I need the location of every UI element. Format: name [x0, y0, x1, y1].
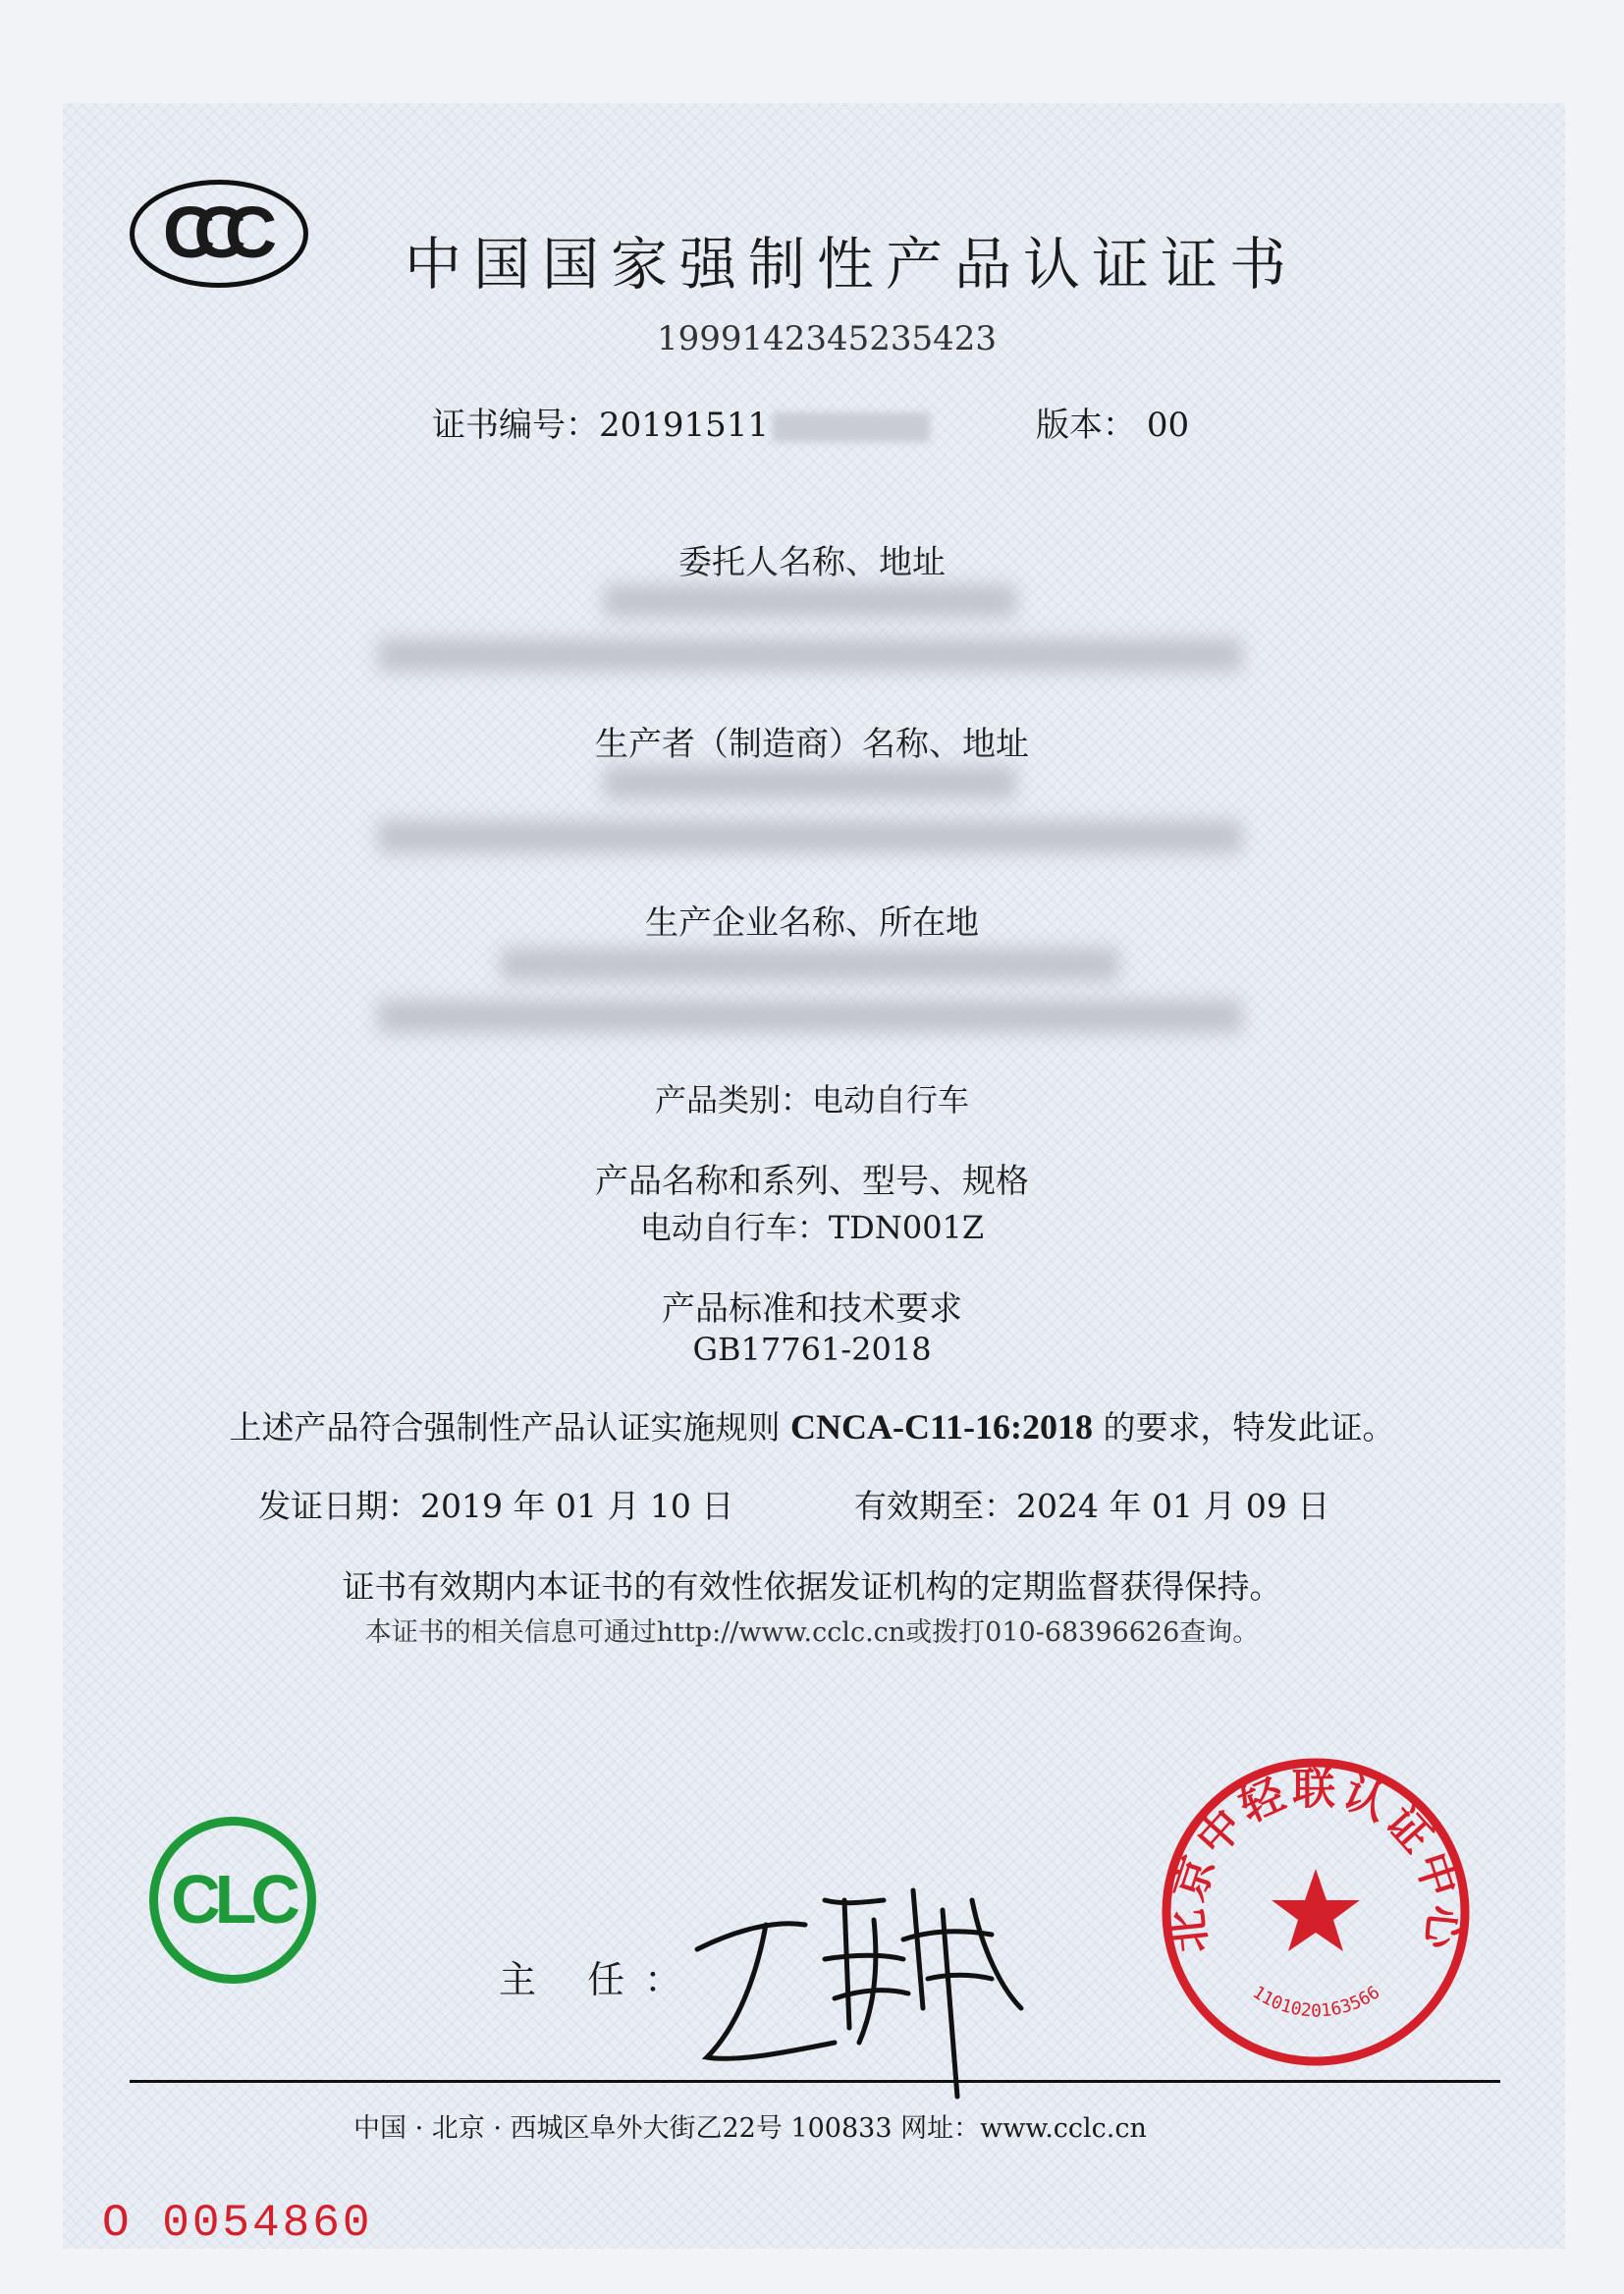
issue-date-value: 2019 年 01 月 10 日: [420, 1487, 734, 1525]
product-heading: 产品名称和系列、型号、规格: [595, 1162, 1029, 1201]
version: [1036, 398, 1189, 446]
issue-date: [258, 1481, 733, 1527]
footer-divider: [130, 2080, 1500, 2083]
footer-address: 中国 · 北京 · 西城区阜外大街乙22号 100833 网址：www.cclc.cn: [353, 2113, 1147, 2144]
paper-serial-number: O 0054860: [102, 2198, 373, 2249]
svg-text:1101020163566: [1249, 1982, 1383, 2021]
product-model: 电动自行车：TDN001Z: [639, 1209, 985, 1246]
seal-text: 北京中轻联认证中心: [1162, 1764, 1470, 1955]
expiry-date-label: 有效期至：: [854, 1487, 1016, 1525]
seal-star-icon: [1272, 1869, 1360, 1951]
redacted-client-address: [378, 638, 1242, 672]
redacted-client-name: [604, 584, 1016, 618]
client-heading: 委托人名称、地址: [678, 543, 946, 582]
certificate-number-label: 证书编号：: [432, 406, 599, 445]
conformity-statement: [0, 1402, 1624, 1448]
redacted-factory-name: [501, 948, 1119, 981]
version-value: 00: [1146, 406, 1190, 445]
certificate-title: 中国国家强制性产品认证证书: [404, 231, 1298, 298]
issue-date-label: 发证日期：: [258, 1487, 420, 1525]
product-category: [0, 1075, 1624, 1120]
standard-value: GB17761-2018: [692, 1331, 932, 1368]
product-category-value: 电动自行车: [812, 1081, 970, 1119]
director-label: 主 任：: [499, 1958, 702, 2001]
conformity-rule: CNCA-C11-16:2018: [790, 1407, 1093, 1447]
redacted-manufacturer-name: [604, 766, 1016, 799]
manufacturer-heading: 生产者（制造商）名称、地址: [595, 725, 1029, 764]
ccc-logo-text: CCC: [162, 191, 256, 273]
conformity-prefix: 上述产品符合强制性产品认证实施规则: [229, 1408, 791, 1447]
certificate-serial: 1999142345235423: [656, 319, 998, 358]
product-category-label: 产品类别：: [654, 1081, 812, 1119]
redacted-factory-address: [378, 1000, 1242, 1033]
redacted-manufacturer-address: [378, 820, 1242, 853]
inquiry-notice: 本证书的相关信息可通过http://www.cclc.cn或拨打010-68396626查询。: [364, 1617, 1260, 1648]
validity-notice: 证书有效期内本证书的有效性依据发证机构的定期监督获得保持。: [342, 1567, 1282, 1606]
certificate-number: [432, 398, 930, 446]
certification-seal: [1157, 1753, 1476, 2072]
clc-logo: [149, 1817, 316, 1984]
seal-number: 1101020163566: [1248, 1982, 1384, 2022]
conformity-suffix: 的要求，特发此证。: [1092, 1408, 1395, 1447]
certificate-number-value: 20191511: [599, 406, 770, 445]
factory-heading: 生产企业名称、所在地: [645, 903, 979, 943]
redacted-number: [773, 412, 930, 442]
clc-logo-text: CLC: [171, 1861, 295, 1938]
director-signature: [677, 1861, 1031, 2106]
version-label: 版本：: [1036, 406, 1136, 445]
standard-heading: 产品标准和技术要求: [662, 1289, 962, 1329]
expiry-date: [854, 1481, 1329, 1527]
expiry-date-value: 2024 年 01 月 09 日: [1016, 1487, 1330, 1525]
